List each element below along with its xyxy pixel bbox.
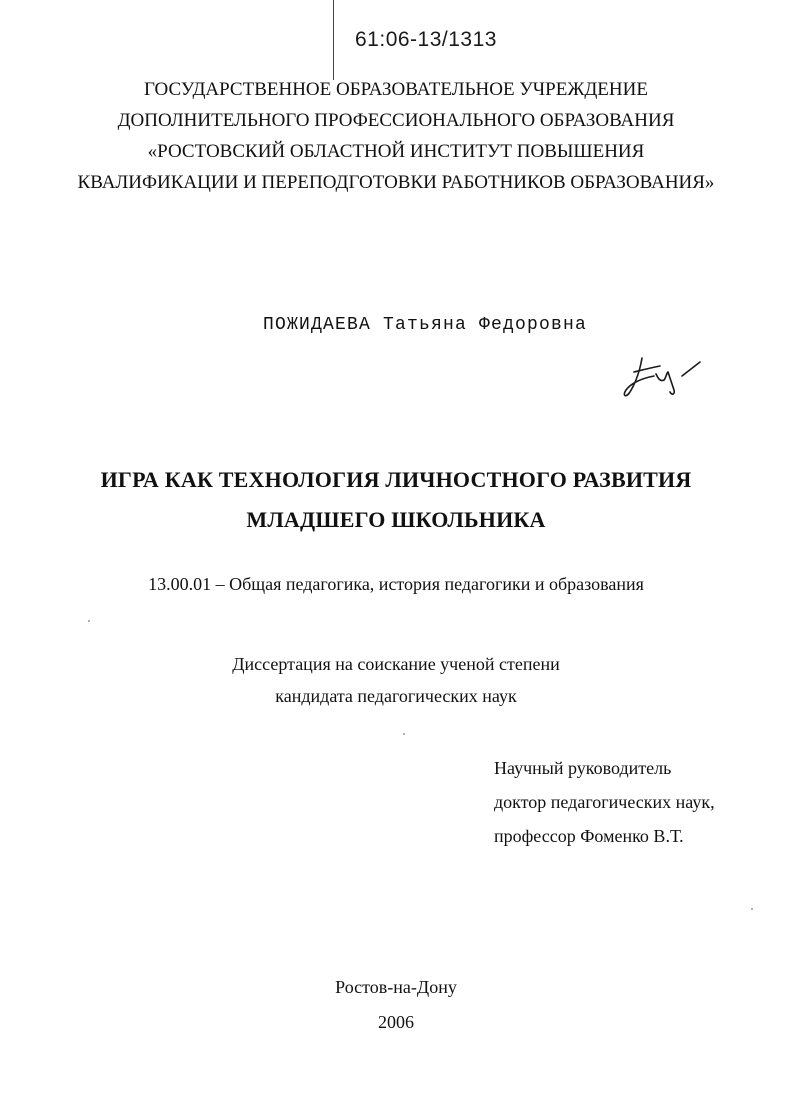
title-line: ИГРА КАК ТЕХНОЛОГИЯ ЛИЧНОСТНОГО РАЗВИТИЯ <box>100 467 692 492</box>
institution-line: КВАЛИФИКАЦИИ И ПЕРЕПОДГОТОВКИ РАБОТНИКОВ ОБРАЗОВАНИЯ» <box>77 172 715 193</box>
specialty-code: 13.00.01 – Общая педагогика, история педагогики и образования <box>148 574 644 594</box>
scan-speck <box>751 908 753 910</box>
degree-line: Диссертация на соискание ученой степени <box>232 654 560 674</box>
scientific-advisor <box>494 751 715 853</box>
advisor-line: Научный руководитель <box>494 758 672 778</box>
library-stamp-number: 61:06-13/1313 <box>355 28 497 51</box>
advisor-line: профессор Фоменко В.Т. <box>494 826 684 846</box>
degree-line: кандидата педагогических наук <box>275 686 517 706</box>
scan-margin-line <box>333 0 334 80</box>
advisor-line: доктор педагогических наук, <box>494 792 715 812</box>
year: 2006 <box>378 1012 414 1032</box>
signature-icon <box>620 352 710 407</box>
scan-speck <box>403 733 405 735</box>
city: Ростов-на-Дону <box>335 977 457 997</box>
author-name: ПОЖИДАЕВА Татьяна Федоровна <box>263 315 588 335</box>
dissertation-title <box>0 460 792 540</box>
institution-header <box>0 74 792 198</box>
institution-line: «РОСТОВСКИЙ ОБЛАСТНОЙ ИНСТИТУТ ПОВЫШЕНИЯ <box>147 141 645 162</box>
degree-statement <box>0 648 792 712</box>
title-line: МЛАДШЕГО ШКОЛЬНИКА <box>246 507 546 532</box>
scan-speck <box>88 620 90 622</box>
institution-line: ДОПОЛНИТЕЛЬНОГО ПРОФЕССИОНАЛЬНОГО ОБРАЗОВАНИЯ <box>117 110 675 131</box>
institution-line: ГОСУДАРСТВЕННОЕ ОБРАЗОВАТЕЛЬНОЕ УЧРЕЖДЕНИЕ <box>144 79 648 100</box>
